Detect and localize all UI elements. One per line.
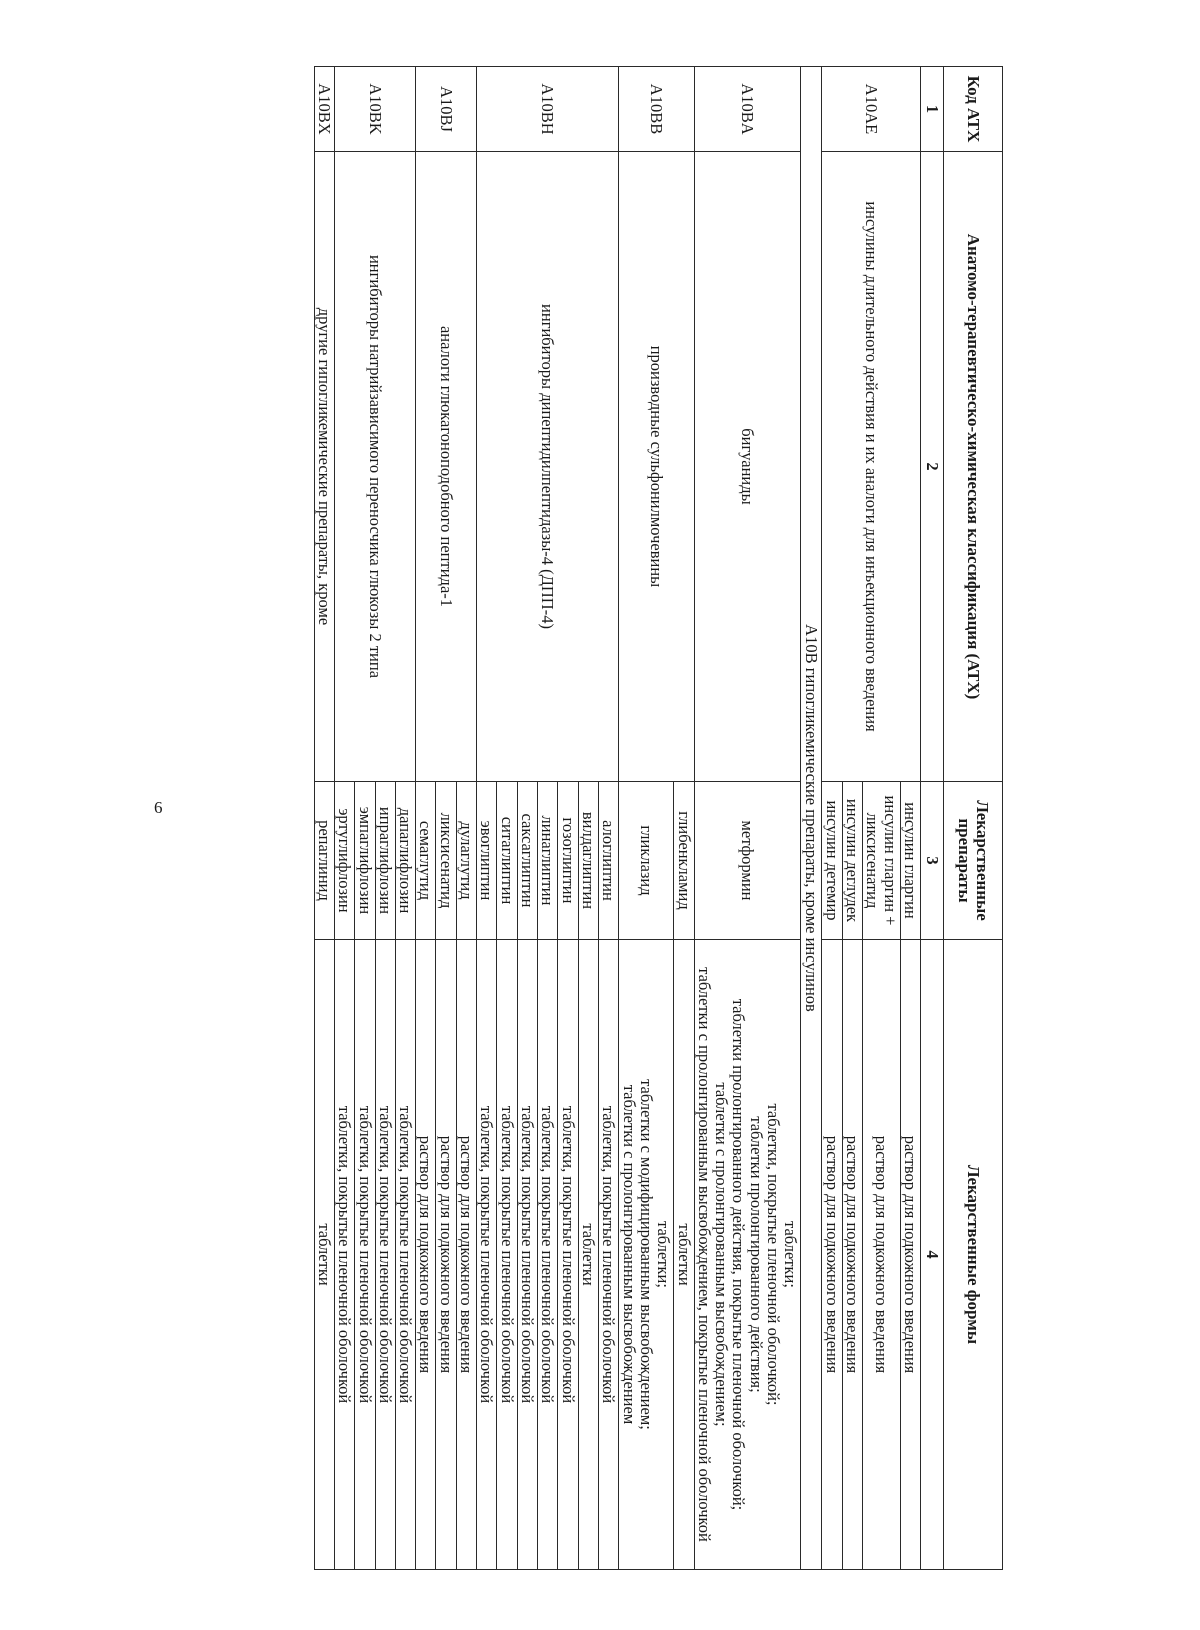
dosage-form-line: таблетки с пролонгированным высвобождением bbox=[619, 1084, 639, 1425]
drug-name-cell: эвоглиптин bbox=[477, 782, 497, 940]
drug-name-cell: гликлазид bbox=[619, 782, 674, 940]
dosage-form-line: таблетки, покрытые пленочной оболочкой bbox=[518, 1105, 538, 1404]
drug-name-cell: дулаглутид bbox=[456, 782, 476, 940]
group-header-cell: A10B гипогликемические препараты, кроме инсулинов bbox=[801, 67, 822, 1570]
dosage-forms-cell bbox=[822, 940, 842, 1570]
rotated-table-container bbox=[110, 66, 1003, 1569]
atc-code-cell: A10BH bbox=[477, 67, 619, 152]
atc-group-cell: другие гипогликемические препараты, кроме bbox=[314, 152, 334, 782]
atc-group-cell: бигуаниды bbox=[694, 152, 801, 782]
dosage-form-line: раствор для подкожного введения bbox=[822, 1135, 842, 1374]
dosage-form-line: таблетки; bbox=[781, 1221, 801, 1288]
dosage-form-line: таблетки, покрытые пленочной оболочкой bbox=[396, 1105, 416, 1404]
table-row bbox=[599, 67, 619, 1570]
header-drugs: Лекарственные препараты bbox=[944, 782, 1003, 940]
drug-name-cell: метформин bbox=[694, 782, 801, 940]
drug-name-cell: инсулин гларгин + ликсисенатид bbox=[863, 782, 901, 940]
drug-name-cell: репаглинид bbox=[314, 782, 334, 940]
page-number: 6 bbox=[154, 798, 163, 817]
dosage-form-line: раствор для подкожного введения bbox=[843, 1135, 863, 1374]
dosage-form-line: таблетки, покрытые пленочной оболочкой; bbox=[764, 1103, 784, 1406]
dosage-forms-cell bbox=[517, 940, 537, 1570]
dosage-forms-cell bbox=[694, 940, 801, 1570]
dosage-form-line: таблетки с пролонгированным высвобождением; bbox=[712, 1082, 732, 1427]
dosage-form-line: раствор для подкожного введения bbox=[416, 1135, 436, 1374]
table-row bbox=[395, 67, 415, 1570]
drug-name-cell: ликсисенатид bbox=[436, 782, 456, 940]
table-body bbox=[314, 67, 920, 1570]
drug-name-cell: семаглутид bbox=[416, 782, 436, 940]
drug-name-cell: гозоглиптин bbox=[558, 782, 578, 940]
drug-name-cell: ситаглиптин bbox=[497, 782, 517, 940]
dosage-form-line: таблетки bbox=[674, 1223, 694, 1286]
atc-group-cell: ингибиторы дипептидилпептидазы-4 (ДПП-4) bbox=[477, 152, 619, 782]
col-number: 1 bbox=[921, 67, 944, 152]
dosage-form-line: раствор для подкожного введения bbox=[872, 1135, 892, 1374]
drug-name-cell: вилдаглиптин bbox=[578, 782, 598, 940]
header-classification: Анатомо-терапевтическо-химическая классификация (АТХ) bbox=[944, 152, 1003, 782]
dosage-form-line: таблетки, покрытые пленочной оболочкой bbox=[497, 1105, 517, 1404]
dosage-forms-cell bbox=[375, 940, 395, 1570]
column-number-row bbox=[921, 67, 944, 1570]
dosage-form-line: таблетки, покрытые пленочной оболочкой bbox=[355, 1105, 375, 1404]
dosage-forms-cell bbox=[578, 940, 598, 1570]
atc-code-cell: A10BJ bbox=[416, 67, 477, 152]
dosage-form-line: таблетки, покрытые пленочной оболочкой bbox=[538, 1105, 558, 1404]
dosage-form-line: раствор для подкожного введения bbox=[436, 1135, 456, 1374]
atc-group-cell: инсулины длительного действия и их аналоги для инъекционного введения bbox=[822, 152, 921, 782]
drug-name-cell: глибенкламид bbox=[674, 782, 694, 940]
dosage-form-line: таблетки, покрытые пленочной оболочкой bbox=[599, 1105, 619, 1404]
drug-name-cell: инсулин деглудек bbox=[842, 782, 862, 940]
col-number: 4 bbox=[921, 940, 944, 1570]
dosage-forms-cell bbox=[599, 940, 619, 1570]
drug-name-cell: эмпаглифлозин bbox=[355, 782, 375, 940]
dosage-form-line: таблетки с модифицированным высвобождением; bbox=[636, 1079, 656, 1430]
drug-name-cell: алоглиптин bbox=[599, 782, 619, 940]
atc-code-cell: A10BA bbox=[694, 67, 801, 152]
group-header-row bbox=[801, 67, 822, 1570]
dosage-forms-cell bbox=[395, 940, 415, 1570]
dosage-form-line: таблетки; bbox=[654, 1221, 674, 1288]
dosage-form-line: таблетки bbox=[579, 1223, 598, 1286]
dosage-form-line: раствор для подкожного введения bbox=[901, 1135, 920, 1374]
header-code: Код АТХ bbox=[944, 67, 1003, 152]
dosage-forms-cell bbox=[558, 940, 578, 1570]
dosage-forms-cell bbox=[314, 940, 334, 1570]
dosage-form-line: таблетки, покрытые пленочной оболочкой bbox=[375, 1105, 395, 1404]
drug-table bbox=[314, 66, 1003, 1570]
table-row bbox=[900, 67, 920, 1570]
dosage-forms-cell bbox=[497, 940, 517, 1570]
dosage-forms-cell bbox=[456, 940, 476, 1570]
dosage-form-line: раствор для подкожного введения bbox=[457, 1135, 477, 1374]
col-number: 2 bbox=[921, 152, 944, 782]
atc-code-cell: A10AE bbox=[822, 67, 921, 152]
dosage-forms-cell bbox=[477, 940, 497, 1570]
atc-group-cell: производные сульфонилмочевины bbox=[619, 152, 694, 782]
atc-code-cell: A10BK bbox=[334, 67, 415, 152]
drug-name-cell: дапаглифлозин bbox=[395, 782, 415, 940]
drug-name-cell: линаглиптин bbox=[538, 782, 558, 940]
dosage-forms-cell bbox=[619, 940, 674, 1570]
dosage-form-line: таблетки, покрытые пленочной оболочкой bbox=[335, 1105, 355, 1404]
dosage-form-line: таблетки пролонгированного действия; bbox=[746, 1116, 766, 1393]
atc-code-cell: A10BX bbox=[314, 67, 334, 152]
dosage-forms-cell bbox=[900, 940, 920, 1570]
header-row bbox=[944, 67, 1003, 1570]
atc-group-cell: ингибиторы натрийзависимого переносчика глюкозы 2 типа bbox=[334, 152, 415, 782]
dosage-forms-cell bbox=[436, 940, 456, 1570]
table-row bbox=[694, 67, 801, 1570]
drug-name-cell: эртуглифлозин bbox=[334, 782, 354, 940]
dosage-forms-cell bbox=[863, 940, 901, 1570]
dosage-form-line: таблетки с пролонгированным высвобождением, покрытые пленочной оболочкой bbox=[694, 967, 714, 1542]
drug-name-cell: саксаглиптин bbox=[517, 782, 537, 940]
table-row bbox=[314, 67, 334, 1570]
dosage-form-line: таблетки пролонгированного действия, покрытые пленочной оболочкой; bbox=[729, 998, 749, 1511]
dosage-forms-cell bbox=[842, 940, 862, 1570]
dosage-forms-cell bbox=[416, 940, 436, 1570]
dosage-form-line: таблетки bbox=[314, 1223, 334, 1286]
atc-code-cell: A10BB bbox=[619, 67, 694, 152]
table-row bbox=[456, 67, 476, 1570]
drug-name-cell: ипраглифлозин bbox=[375, 782, 395, 940]
dosage-form-line: таблетки, покрытые пленочной оболочкой bbox=[558, 1105, 578, 1404]
dosage-forms-cell bbox=[334, 940, 354, 1570]
col-number: 3 bbox=[921, 782, 944, 940]
dosage-forms-cell bbox=[674, 940, 694, 1570]
atc-group-cell: аналоги глюкагоноподобного пептида-1 bbox=[416, 152, 477, 782]
dosage-forms-cell bbox=[538, 940, 558, 1570]
table-row bbox=[674, 67, 694, 1570]
dosage-forms-cell bbox=[355, 940, 375, 1570]
dosage-form-line: таблетки, покрытые пленочной оболочкой bbox=[477, 1105, 497, 1404]
header-forms: Лекарственные формы bbox=[944, 940, 1003, 1570]
drug-name-cell: инсулин детемир bbox=[822, 782, 842, 940]
drug-name-cell: инсулин гларгин bbox=[900, 782, 920, 940]
